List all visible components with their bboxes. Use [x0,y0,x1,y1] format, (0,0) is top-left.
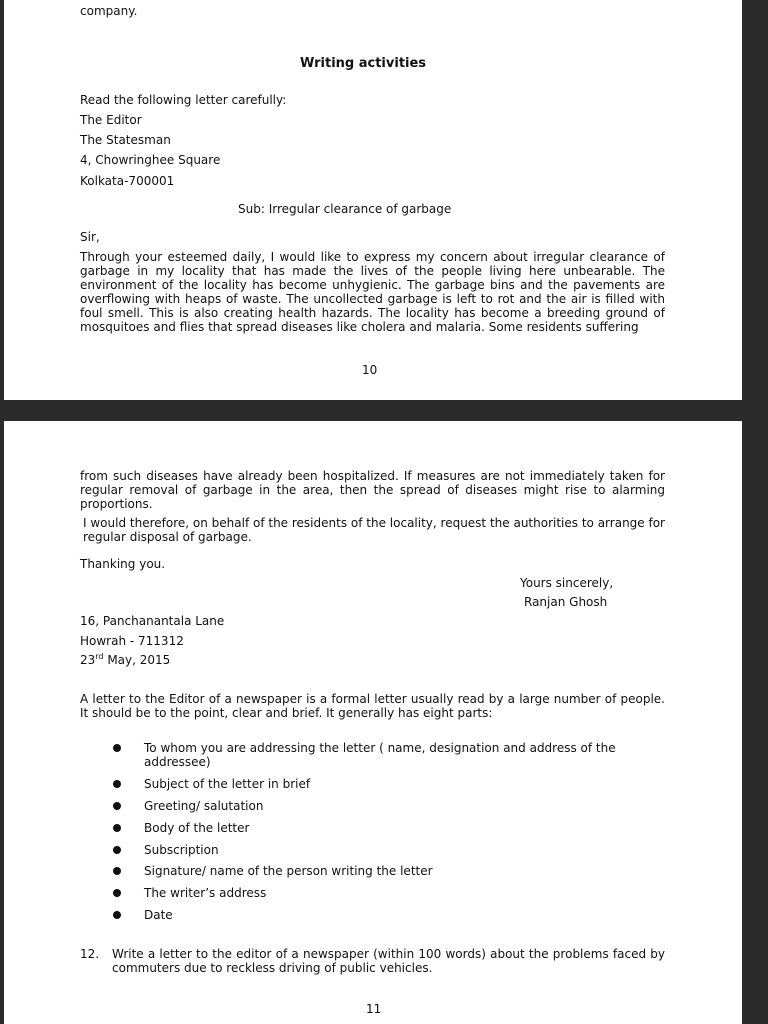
recipient-address-line: 4, Chowringhee Square [80,153,221,167]
letter-date: 23rd May, 2015 [80,652,171,667]
question-number: 12. [80,947,100,961]
document-page-11 [4,421,742,1024]
letter-body-paragraph: from such diseases have already been hospitalized. If measures are not immediately taken for regular removal of garbage in the area, then the spread of diseases might rise to alarming proportions. [80,469,665,511]
intro-text: Read the following letter carefully: [80,93,287,107]
bullet-icon [113,744,121,752]
page-number: 10 [362,363,378,377]
bullet-icon [113,889,121,897]
recipient-address-line: The Editor [80,113,142,127]
previous-line-fragment: company. [80,4,138,18]
list-item: Subscription [144,843,219,857]
letter-subject: Sub: Irregular clearance of garbage [238,202,452,216]
list-item: Subject of the letter in brief [144,777,311,791]
letter-request-paragraph: I would therefore, on behalf of the residents of the locality, request the authorities to arrange for regular disposal of garbage. [83,516,665,544]
letter-subscription: Yours sincerely, [520,576,614,590]
bullet-icon [113,867,121,875]
list-item: Date [144,908,173,922]
page-number: 11 [366,1002,382,1016]
recipient-address-line: The Statesman [80,133,171,147]
letter-salutation: Sir, [80,230,100,244]
document-page-10 [4,0,742,400]
question-text: Write a letter to the editor of a newspaper (within 100 words) about the problems faced by commuters due to reckless driving of public vehicles. [112,947,665,975]
list-item: Greeting/ salutation [144,799,264,813]
letter-signature: Ranjan Ghosh [524,595,608,609]
list-item: Signature/ name of the person writing the letter [144,864,433,878]
letter-body-paragraph: Through your esteemed daily, I would like to express my concern about irregular clearance of garbage in my locality that has made the lives of the people living here unbearable. The environment of the locality has become unhygienic. The garbage bins and the pavements are overflowing with heaps of waste. The uncollected garbage is left to rot and the air is filled with foul smell. This is also creating health hazards. The locality has become a breeding ground of mosquitoes and flies that spread diseases like cholera and malaria. Some residents suffering [80,250,665,334]
recipient-address-line: Kolkata-700001 [80,174,175,188]
bullet-icon [113,846,121,854]
letter-closing: Thanking you. [80,557,166,571]
bullet-icon [113,824,121,832]
bullet-icon [113,780,121,788]
bullet-icon [113,911,121,919]
list-item: To whom you are addressing the letter ( name, designation and address of the addressee) [144,741,616,769]
list-item: Body of the letter [144,821,250,835]
explanation-paragraph: A letter to the Editor of a newspaper is a formal letter usually read by a large number of people. It should be to the point, clear and brief. It generally has eight parts: [80,692,665,720]
section-heading: Writing activities [300,56,427,71]
sender-address-line: Howrah - 711312 [80,634,184,648]
bullet-icon [113,802,121,810]
sender-address-line: 16, Panchanantala Lane [80,614,225,628]
list-item: The writer’s address [144,886,267,900]
